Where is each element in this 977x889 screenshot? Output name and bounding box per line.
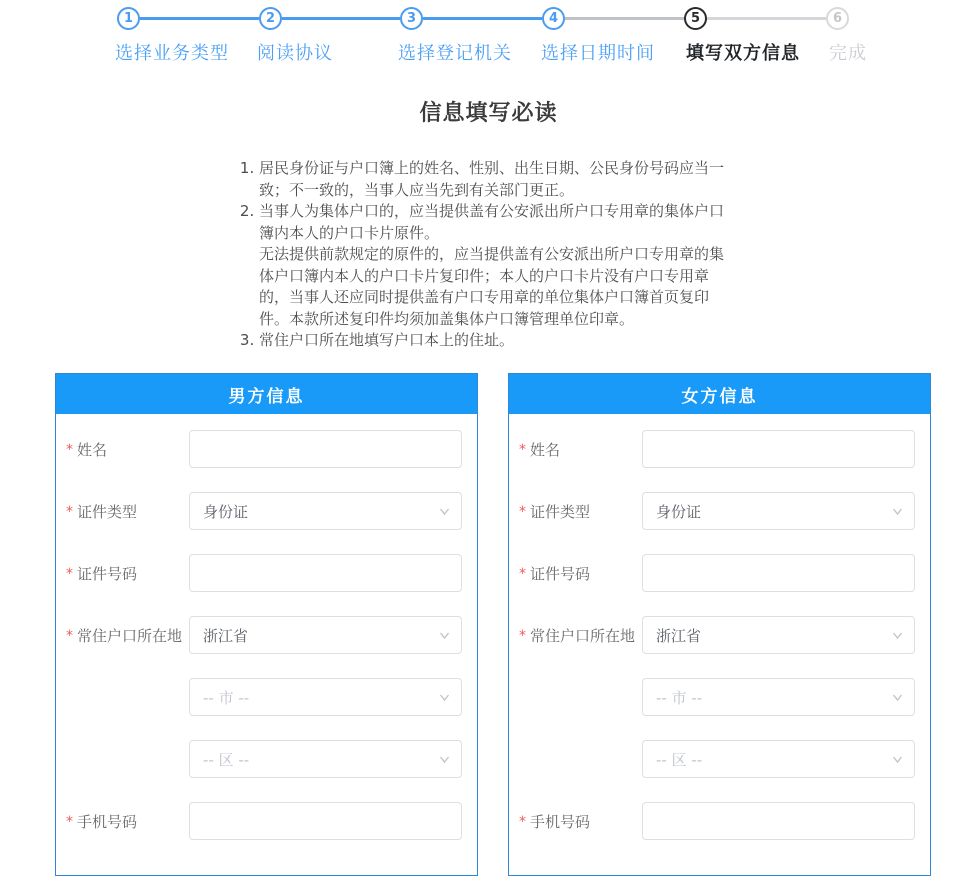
step-connector [707, 17, 826, 20]
chevron-down-icon [890, 628, 905, 643]
female-phone-row [519, 802, 915, 840]
female-id-type-select[interactable] [642, 492, 915, 530]
step-connector [565, 17, 684, 20]
step-6-circle[interactable]: 6 [826, 7, 849, 30]
female-province-select[interactable] [642, 616, 915, 654]
chevron-down-icon [437, 628, 452, 643]
chevron-down-icon [890, 504, 905, 519]
step-2-label[interactable]: 阅读协议 [257, 43, 333, 64]
step-3-label[interactable]: 选择登记机关 [398, 43, 512, 64]
field-label-text: 证件号码 [530, 564, 591, 583]
required-marker: * [519, 504, 526, 520]
required-marker: * [66, 504, 73, 520]
required-marker: * [519, 628, 526, 644]
notice-list [240, 158, 736, 352]
select-placeholder: -- 区 -- [656, 750, 703, 769]
notice-item [259, 330, 736, 352]
field-label-text: 姓名 [77, 440, 108, 459]
female-city-row [519, 678, 915, 716]
step-5-circle[interactable]: 5 [684, 7, 707, 30]
chevron-down-icon [890, 690, 905, 705]
female-id-number-input[interactable] [642, 554, 915, 592]
female-info-panel [508, 373, 931, 876]
field-label [519, 501, 642, 522]
required-marker: * [66, 628, 73, 644]
select-value: 身份证 [656, 502, 702, 521]
step-4-label[interactable]: 选择日期时间 [541, 43, 655, 64]
page-title: 信息填写必读 [419, 101, 558, 126]
male-district-select[interactable] [189, 740, 462, 778]
select-value: 身份证 [203, 502, 249, 521]
notice-item-text: 3. 常住户口所在地填写户口本上的住址。 [259, 331, 515, 349]
female-province-row [519, 616, 915, 654]
female-panel-title: 女方信息 [509, 374, 930, 414]
chevron-down-icon [437, 752, 452, 767]
chevron-down-icon [890, 752, 905, 767]
male-phone-row [66, 802, 462, 840]
female-district-row [519, 740, 915, 778]
required-marker: * [66, 566, 73, 582]
required-marker: * [519, 442, 526, 458]
field-label [66, 501, 189, 522]
male-id-type-row [66, 492, 462, 530]
field-label-text: 手机号码 [77, 812, 138, 831]
field-label [66, 439, 189, 460]
male-panel-title: 男方信息 [56, 374, 477, 414]
field-label-text: 证件类型 [530, 502, 591, 521]
step-connector [282, 17, 400, 20]
step-6-label[interactable]: 完成 [829, 43, 867, 64]
notice-item-text: 1. 居民身份证与户口簿上的姓名、性别、出生日期、公民身份号码应当一致；不一致的，当事人应当先到有关部门更正。 [259, 159, 725, 199]
step-5-label[interactable]: 填写双方信息 [686, 43, 800, 64]
field-label [519, 625, 642, 646]
field-label-text: 常住户口所在地 [77, 626, 183, 645]
male-city-row [66, 678, 462, 716]
step-connector [423, 17, 542, 20]
male-info-panel [55, 373, 478, 876]
male-name-input[interactable] [189, 430, 462, 468]
required-marker: * [66, 814, 73, 830]
step-3-circle[interactable]: 3 [400, 7, 423, 30]
required-marker: * [519, 814, 526, 830]
female-city-select[interactable] [642, 678, 915, 716]
select-placeholder: -- 市 -- [656, 688, 703, 707]
male-city-select[interactable] [189, 678, 462, 716]
wizard-stepper [0, 0, 977, 72]
required-marker: * [66, 442, 73, 458]
select-placeholder: -- 区 -- [203, 750, 250, 769]
field-label [66, 625, 189, 646]
field-label [66, 563, 189, 584]
male-district-row [66, 740, 462, 778]
step-4-circle[interactable]: 4 [542, 7, 565, 30]
male-id-type-select[interactable] [189, 492, 462, 530]
male-name-row [66, 430, 462, 468]
male-id-number-row [66, 554, 462, 592]
field-label-text: 证件类型 [77, 502, 138, 521]
required-marker: * [519, 566, 526, 582]
chevron-down-icon [437, 690, 452, 705]
female-id-type-row [519, 492, 915, 530]
step-1-label[interactable]: 选择业务类型 [115, 43, 229, 64]
step-2-circle[interactable]: 2 [259, 7, 282, 30]
field-label-text: 证件号码 [77, 564, 138, 583]
field-label [519, 439, 642, 460]
select-value: 浙江省 [656, 626, 702, 645]
notice-item-text: 2. 当事人为集体户口的，应当提供盖有公安派出所户口专用章的集体户口簿内本人的户口卡片原件。 [259, 202, 725, 242]
step-connector [140, 17, 259, 20]
female-phone-input[interactable] [642, 802, 915, 840]
field-label [519, 563, 642, 584]
male-id-number-input[interactable] [189, 554, 462, 592]
female-name-input[interactable] [642, 430, 915, 468]
chevron-down-icon [437, 504, 452, 519]
female-district-select[interactable] [642, 740, 915, 778]
step-1-circle[interactable]: 1 [117, 7, 140, 30]
male-province-row [66, 616, 462, 654]
female-id-number-row [519, 554, 915, 592]
select-placeholder: -- 市 -- [203, 688, 250, 707]
field-label [519, 811, 642, 832]
notice-item [259, 158, 736, 201]
notice-item [259, 201, 736, 330]
field-label [66, 811, 189, 832]
field-label-text: 手机号码 [530, 812, 591, 831]
field-label-text: 姓名 [530, 440, 561, 459]
female-name-row [519, 430, 915, 468]
select-value: 浙江省 [203, 626, 249, 645]
male-phone-input[interactable] [189, 802, 462, 840]
notice-item-text: 无法提供前款规定的原件的，应当提供盖有公安派出所户口专用章的集体户口簿内本人的户口卡片复印件；本人的户口卡片没有户口专用章的，当事人还应同时提供盖有户口专用章的单位集体户口簿首页复印件。本款所述复印件均须加盖集体户口簿管理单位印章。 [259, 245, 725, 328]
field-label-text: 常住户口所在地 [530, 626, 636, 645]
male-province-select[interactable] [189, 616, 462, 654]
